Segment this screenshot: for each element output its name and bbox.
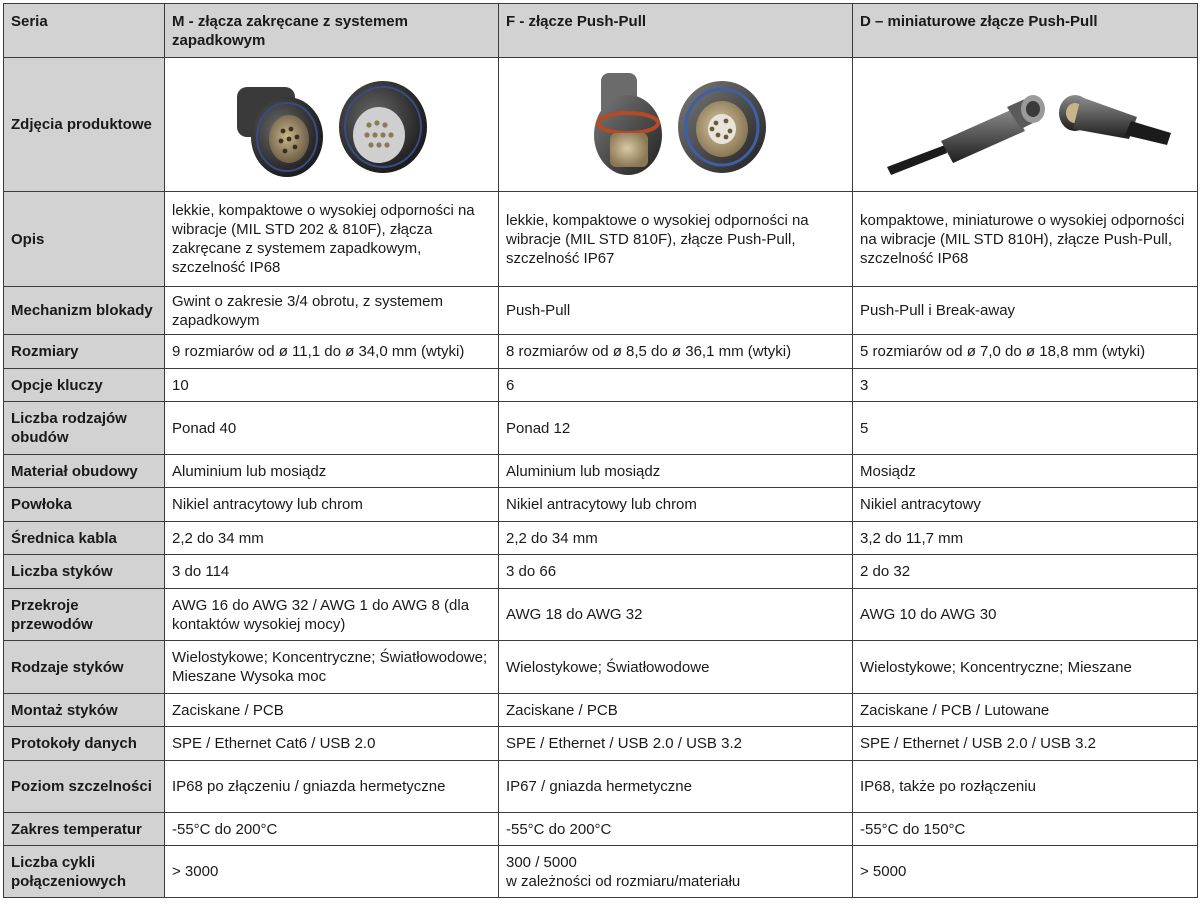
table-row: [4, 335, 1198, 369]
cell-series-d: -55°C do 150°C: [853, 813, 1198, 846]
cell-series-f: Zaciskane / PCB: [499, 694, 853, 727]
cell-series-d: AWG 10 do AWG 30: [853, 589, 1198, 641]
cell-series-f: 2,2 do 34 mm: [499, 522, 853, 555]
cell-series-m: 10: [165, 369, 499, 402]
cell-series-f: Nikiel antracytowy lub chrom: [499, 488, 853, 522]
table-row: [4, 488, 1198, 522]
row-label: Opcje kluczy: [4, 369, 165, 402]
cell-series-f: 3 do 66: [499, 555, 853, 589]
table-row: [4, 694, 1198, 727]
table-row: [4, 589, 1198, 641]
row-label: Rodzaje styków: [4, 641, 165, 694]
cell-series-m: Ponad 40: [165, 402, 499, 455]
cell-series-m: Gwint o zakresie 3/4 obrotu, z systemem zapadkowym: [165, 287, 499, 335]
cell-series-f: Wielostykowe; Światłowodowe: [499, 641, 853, 694]
header-series-m: M - złącza zakręcane z systemem zapadkowym: [165, 4, 499, 58]
cell-series-m: Nikiel antracytowy lub chrom: [165, 488, 499, 522]
cell-series-m: Wielostykowe; Koncentryczne; Światłowodowe; Mieszane Wysoka moc: [165, 641, 499, 694]
threaded-circular-connector-pair-icon: [217, 65, 447, 185]
row-label: Mechanizm blokady: [4, 287, 165, 335]
cell-series-f: IP67 / gniazda hermetyczne: [499, 761, 853, 813]
cell-series-d: SPE / Ethernet / USB 2.0 / USB 3.2: [853, 727, 1198, 761]
cell-series-m: lekkie, kompaktowe o wysokiej odporności na wibracje (MIL STD 202 & 810F), złącza zakręcane z systemem zapadkowym, szczelność IP68: [165, 192, 499, 287]
cell-series-f: lekkie, kompaktowe o wysokiej odporności na wibracje (MIL STD 810F), złącze Push-Pull, szczelność IP67: [499, 192, 853, 287]
cell-series-f-line-2: w zależności od rozmiaru/materiału: [506, 872, 741, 890]
cell-series-f: Ponad 12: [499, 402, 853, 455]
cell-series-m: 3 do 114: [165, 555, 499, 589]
cell-series-f-line-1: 300 / 5000: [506, 853, 577, 871]
cell-series-m: IP68 po złączeniu / gniazda hermetyczne: [165, 761, 499, 813]
row-label: Liczba rodzajów obudów: [4, 402, 165, 455]
row-label: Rozmiary: [4, 335, 165, 369]
cell-series-m: Aluminium lub mosiądz: [165, 455, 499, 488]
cell-series-f: Push-Pull: [499, 287, 853, 335]
cell-series-m: Zaciskane / PCB: [165, 694, 499, 727]
row-label: Opis: [4, 192, 165, 287]
table-row: [4, 287, 1198, 335]
photo-cell-f: [499, 58, 853, 192]
cell-series-m: 9 rozmiarów od ø 11,1 do ø 34,0 mm (wtyki): [165, 335, 499, 369]
row-label-photos: Zdjęcia produktowe: [4, 58, 165, 192]
header-series-f: F - złącze Push-Pull: [499, 4, 853, 58]
cell-series-d: > 5000: [853, 846, 1198, 898]
table-row: [4, 522, 1198, 555]
push-pull-connector-pair-icon: [566, 65, 786, 185]
table-row: [4, 813, 1198, 846]
cell-series-f: Aluminium lub mosiądz: [499, 455, 853, 488]
cell-series-d: Zaciskane / PCB / Lutowane: [853, 694, 1198, 727]
row-label: Liczba styków: [4, 555, 165, 589]
cell-series-f: [499, 846, 853, 898]
table-row: [4, 727, 1198, 761]
row-label: Montaż styków: [4, 694, 165, 727]
cell-series-f: SPE / Ethernet / USB 2.0 / USB 3.2: [499, 727, 853, 761]
cell-series-m: > 3000: [165, 846, 499, 898]
row-label: Przekroje przewodów: [4, 589, 165, 641]
cell-series-f: AWG 18 do AWG 32: [499, 589, 853, 641]
table-row: [4, 761, 1198, 813]
cell-series-m: SPE / Ethernet Cat6 / USB 2.0: [165, 727, 499, 761]
cell-series-d: Nikiel antracytowy: [853, 488, 1198, 522]
cell-series-d: 5: [853, 402, 1198, 455]
table-row: [4, 846, 1198, 898]
row-label: Liczba cykli połączeniowych: [4, 846, 165, 898]
cell-series-d: Mosiądz: [853, 455, 1198, 488]
header-seria: Seria: [4, 4, 165, 58]
row-label: Zakres temperatur: [4, 813, 165, 846]
row-label: Powłoka: [4, 488, 165, 522]
cell-series-d: 3: [853, 369, 1198, 402]
row-label: Protokoły danych: [4, 727, 165, 761]
comparison-table: [3, 3, 1198, 898]
table-row: [4, 402, 1198, 455]
cell-series-d: Push-Pull i Break-away: [853, 287, 1198, 335]
row-label: Średnica kabla: [4, 522, 165, 555]
table-row: [4, 641, 1198, 694]
cell-series-d: 5 rozmiarów od ø 7,0 do ø 18,8 mm (wtyki): [853, 335, 1198, 369]
header-row: [4, 4, 1198, 58]
table-row-photos: [4, 58, 1198, 192]
table-row: [4, 455, 1198, 488]
table-row: [4, 192, 1198, 287]
row-label: Poziom szczelności: [4, 761, 165, 813]
photo-cell-d: [853, 58, 1198, 192]
table-row: [4, 369, 1198, 402]
cell-series-m: AWG 16 do AWG 32 / AWG 1 do AWG 8 (dla kontaktów wysokiej mocy): [165, 589, 499, 641]
cell-series-m: 2,2 do 34 mm: [165, 522, 499, 555]
table-row: [4, 555, 1198, 589]
cell-series-f: 8 rozmiarów od ø 8,5 do ø 36,1 mm (wtyki): [499, 335, 853, 369]
cell-series-d: IP68, także po rozłączeniu: [853, 761, 1198, 813]
row-label: Materiał obudowy: [4, 455, 165, 488]
header-series-d: D – miniaturowe złącze Push-Pull: [853, 4, 1198, 58]
cell-series-d: kompaktowe, miniaturowe o wysokiej odporności na wibracje (MIL STD 810H), złącze Push-Pull, szczelność IP68: [853, 192, 1198, 287]
cell-series-d: Wielostykowe; Koncentryczne; Mieszane: [853, 641, 1198, 694]
cell-series-f: 6: [499, 369, 853, 402]
cell-series-f: -55°C do 200°C: [499, 813, 853, 846]
cell-series-d: 3,2 do 11,7 mm: [853, 522, 1198, 555]
cell-series-d: 2 do 32: [853, 555, 1198, 589]
miniature-cable-connector-pair-icon: [875, 65, 1175, 185]
cell-series-m: -55°C do 200°C: [165, 813, 499, 846]
photo-cell-m: [165, 58, 499, 192]
